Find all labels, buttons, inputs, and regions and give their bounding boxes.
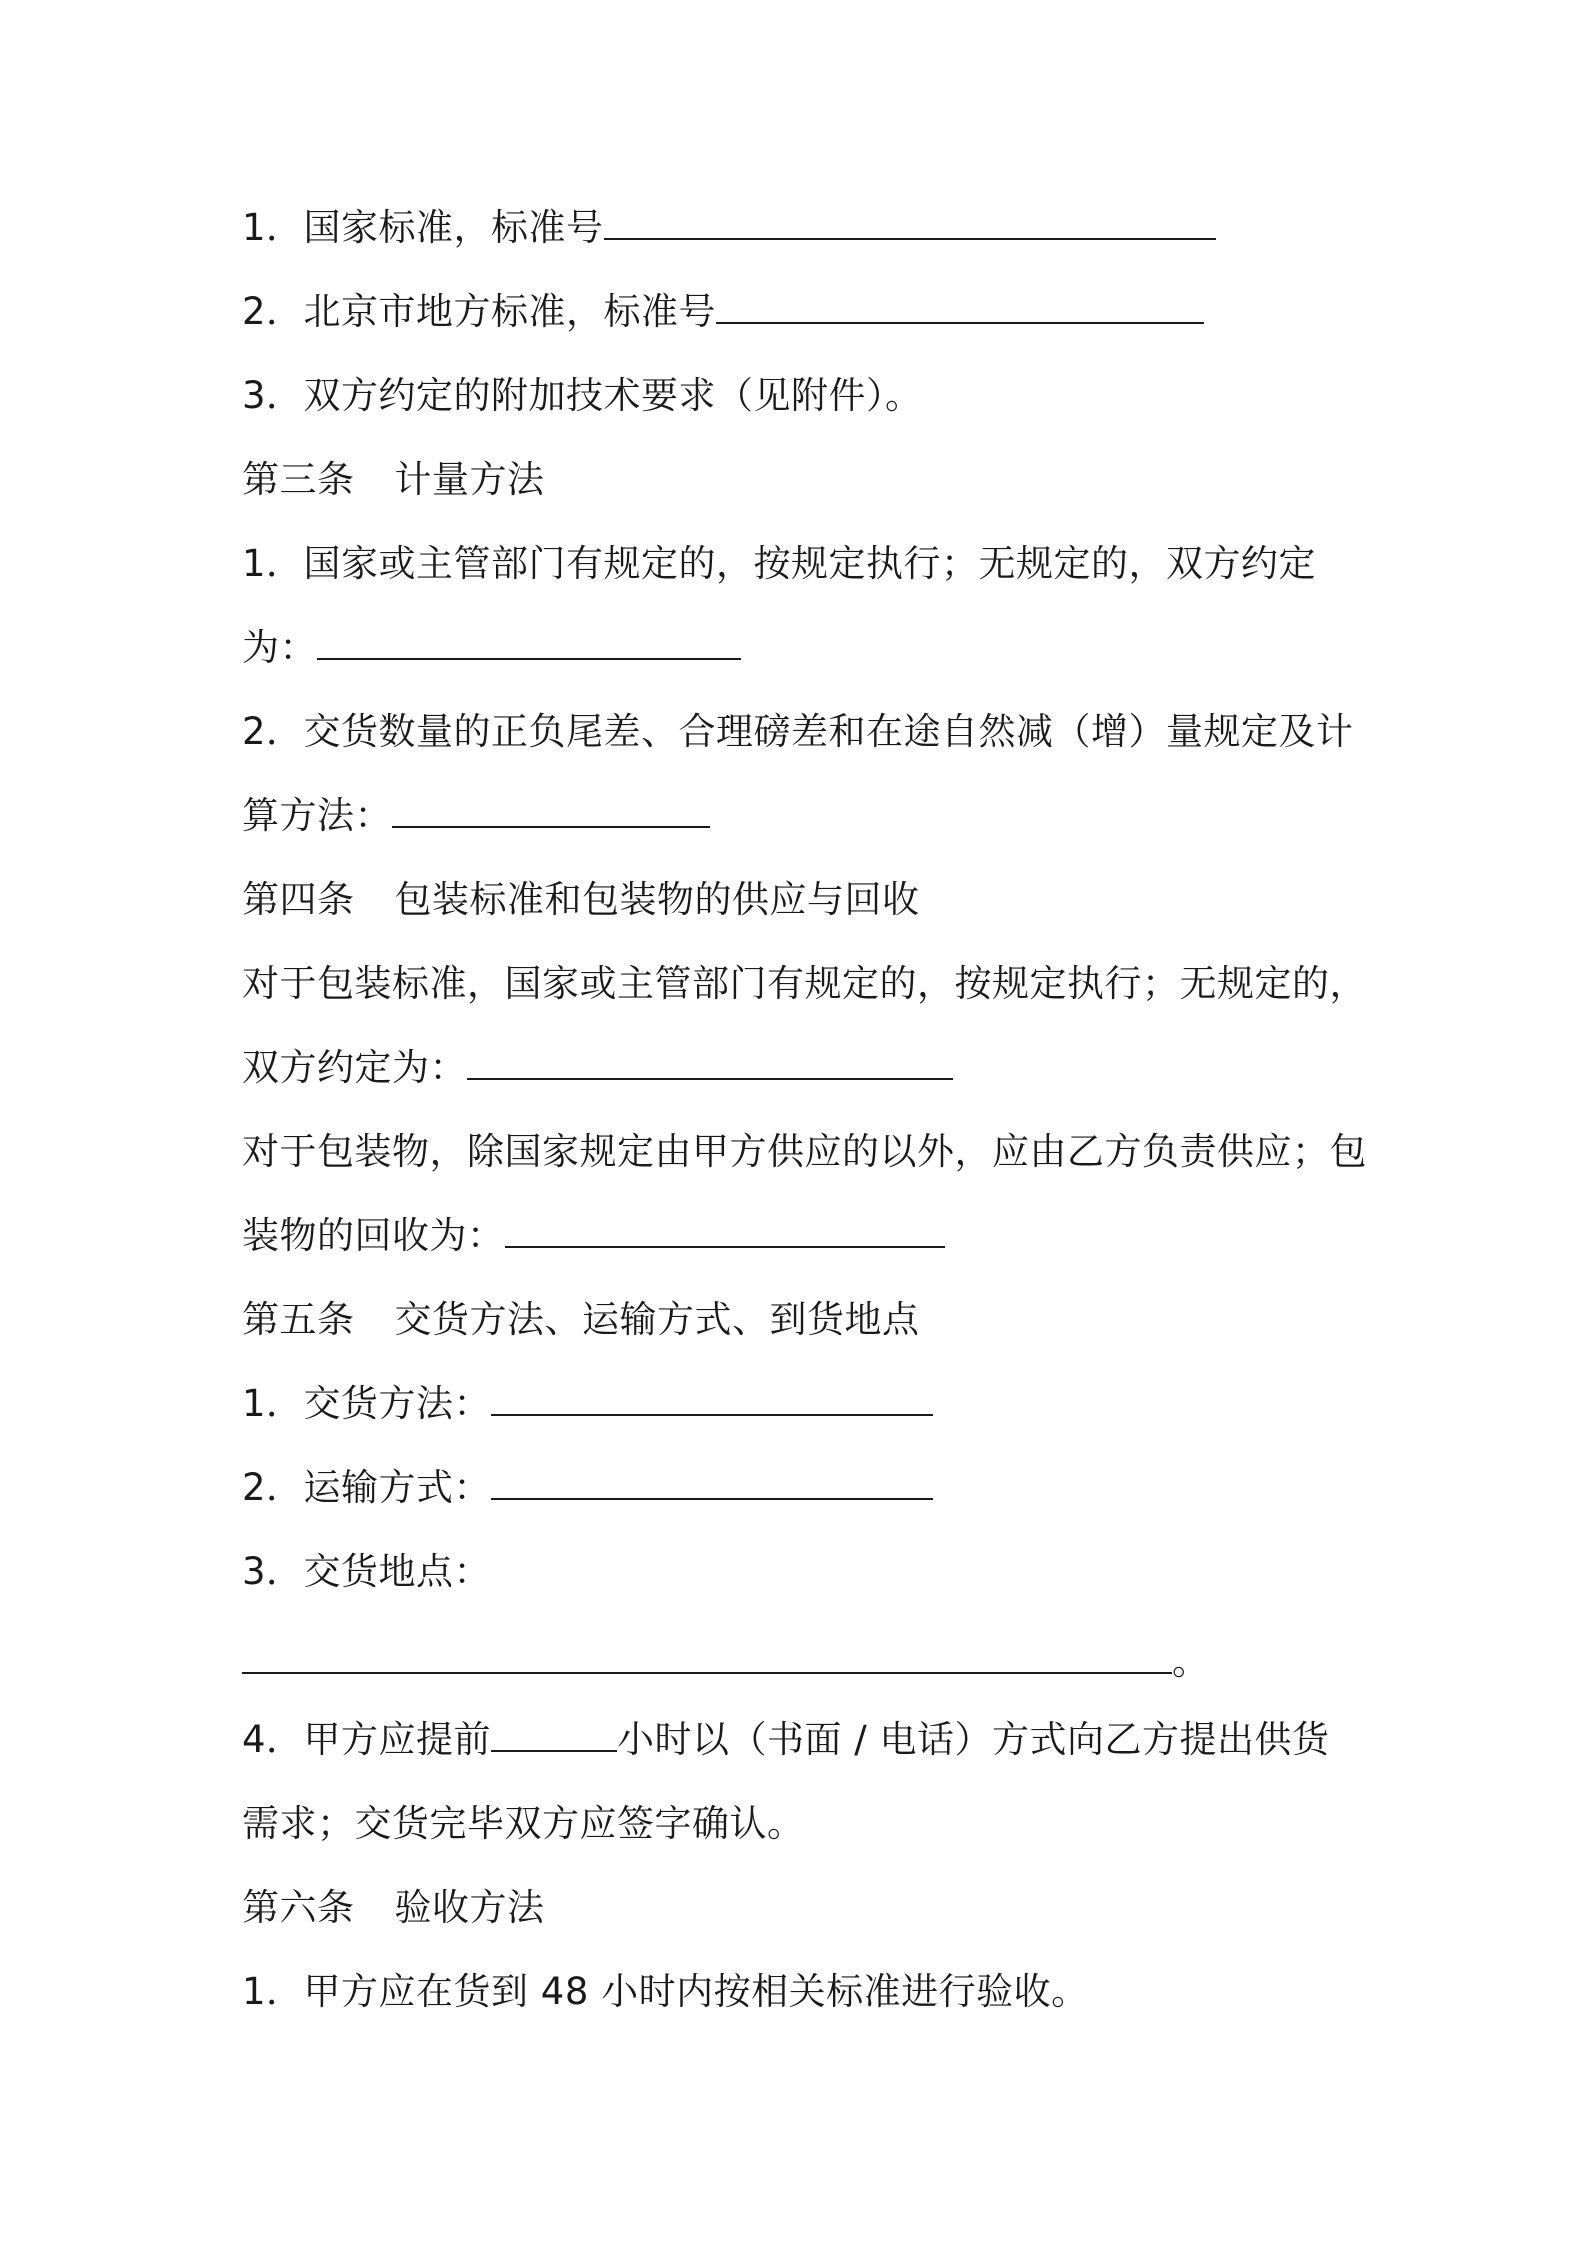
article-5-item-3 [242, 1550, 491, 1594]
article-5-title: 交货方法、运输方式、到货地点 [394, 1298, 920, 1341]
article-4-para-1-text-b: 双方约定为： [242, 1046, 467, 1089]
article-6-item-1-text: 1．甲方应在货到 48 小时内按相关标准进行验收。 [242, 1970, 1089, 2013]
delivery-location-period: 。 [1172, 1640, 1210, 1683]
article-6-item-1 [242, 1970, 1089, 2014]
calculation-method-blank[interactable] [392, 796, 710, 828]
article-5-item-2 [242, 1466, 933, 1510]
article-4-para-1-text-a: 对于包装标准，国家或主管部门有规定的，按规定执行；无规定的， [242, 962, 1367, 1005]
article-5-item-3-text: 3．交货地点： [242, 1550, 492, 1593]
article-3-item-2-line-1 [242, 710, 1354, 754]
standard-item-2 [242, 290, 1204, 334]
article-3-item-2-text-a: 2．交货数量的正负尾差、合理磅差和在途自然减（增）量规定及计 [242, 710, 1354, 753]
article-5-item-4-line-2 [242, 1802, 805, 1846]
article-3-item-2-line-2 [242, 794, 710, 838]
article-4-number: 第四条 [242, 878, 355, 921]
article-3-number: 第三条 [242, 458, 355, 501]
measurement-agreement-blank[interactable] [317, 628, 741, 660]
standard-number-blank-2[interactable] [716, 292, 1204, 324]
standard-item-3 [242, 374, 923, 418]
article-5-item-4-line-1 [242, 1718, 1330, 1762]
article-5-item-4-text-pre: 4．甲方应提前 [242, 1718, 492, 1761]
article-3-heading [242, 458, 545, 502]
article-3-item-1-text-a: 1．国家或主管部门有规定的，按规定执行；无规定的，双方约定 [242, 542, 1317, 585]
article-4-para-1-line-2 [242, 1046, 953, 1090]
article-4-para-2-text-a: 对于包装物，除国家规定由甲方供应的以外，应由乙方负责供应；包 [242, 1130, 1367, 1173]
article-5-item-1 [242, 1382, 933, 1426]
article-4-title: 包装标准和包装物的供应与回收 [394, 878, 920, 921]
article-4-para-2-text-b: 装物的回收为： [242, 1214, 505, 1257]
transport-mode-blank[interactable] [491, 1468, 933, 1500]
article-3-item-1-text-b: 为： [242, 626, 317, 669]
article-5-item-3-blank-line [242, 1640, 1210, 1684]
standard-item-1 [242, 206, 1216, 250]
packaging-standard-blank[interactable] [467, 1048, 953, 1080]
article-4-para-2-line-1 [242, 1130, 1367, 1174]
article-5-item-1-text: 1．交货方法： [242, 1382, 492, 1425]
article-5-item-4-text-post: 小时以（书面 / 电话）方式向乙方提出供货 [617, 1718, 1330, 1761]
article-5-heading [242, 1298, 920, 1342]
packaging-recovery-blank[interactable] [505, 1216, 945, 1248]
article-3-item-2-text-b: 算方法： [242, 794, 392, 837]
standard-item-1-text: 1．国家标准，标准号 [242, 206, 604, 249]
article-3-item-1-line-1 [242, 542, 1316, 586]
article-4-para-1-line-1 [242, 962, 1367, 1006]
article-6-title: 验收方法 [394, 1886, 545, 1929]
advance-hours-blank[interactable] [491, 1720, 617, 1752]
article-4-para-2-line-2 [242, 1214, 945, 1258]
article-5-number: 第五条 [242, 1298, 355, 1341]
article-3-title: 计量方法 [394, 458, 545, 501]
article-3-item-1-line-2 [242, 626, 741, 670]
article-6-heading [242, 1886, 545, 1930]
article-5-item-4-text-b: 需求；交货完毕双方应签字确认。 [242, 1802, 805, 1845]
standard-number-blank-1[interactable] [604, 208, 1216, 240]
article-6-number: 第六条 [242, 1886, 355, 1929]
delivery-location-blank[interactable] [242, 1642, 1172, 1674]
article-4-heading [242, 878, 920, 922]
article-5-item-2-text: 2．运输方式： [242, 1466, 492, 1509]
delivery-method-blank[interactable] [491, 1384, 933, 1416]
standard-item-2-text: 2．北京市地方标准，标准号 [242, 290, 717, 333]
standard-item-3-text: 3．双方约定的附加技术要求（见附件）。 [242, 374, 923, 417]
